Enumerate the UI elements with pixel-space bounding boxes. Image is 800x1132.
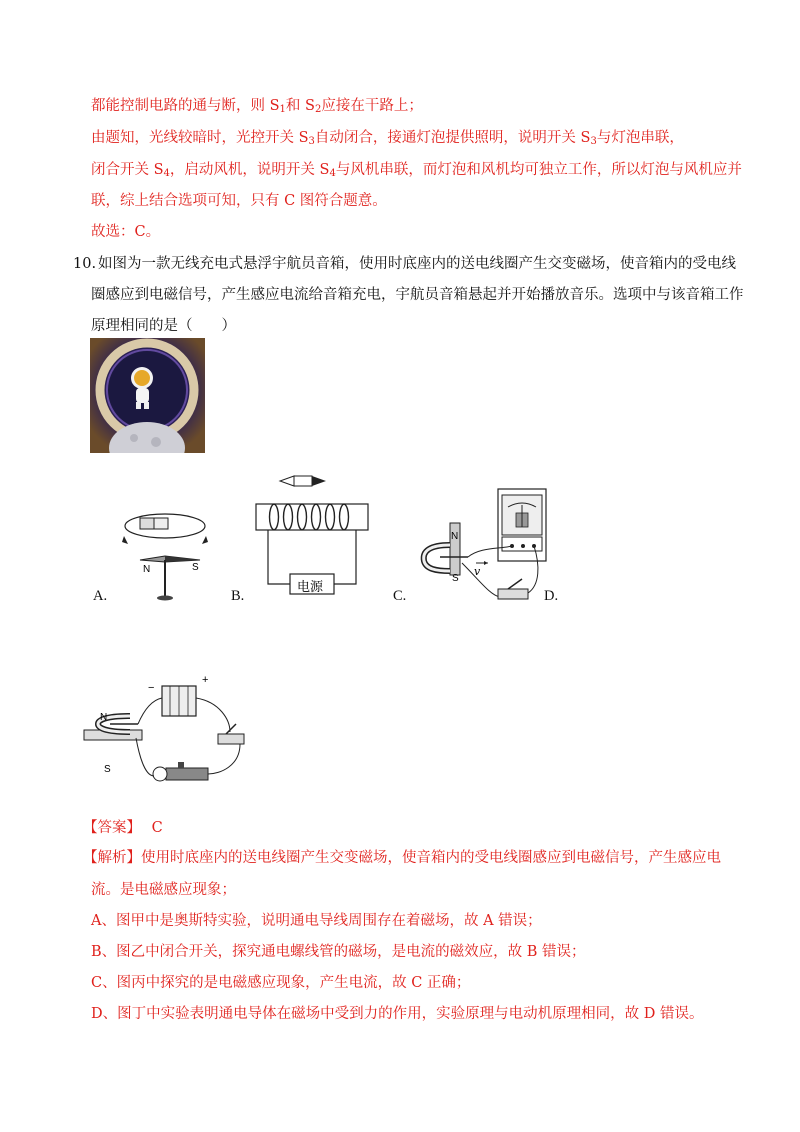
option-d-s-label: S [104, 764, 111, 775]
analysis-option-a: A、图甲中是奥斯特实验，说明通电导线周围存在着磁场，故 A 错误； [91, 913, 542, 929]
option-b-label: B. [231, 588, 245, 604]
question-line-3: 原理相同的是（ ） [91, 318, 236, 334]
answer-value: C [151, 820, 163, 836]
option-c-v-label: v [474, 565, 481, 578]
option-b-figure [252, 468, 372, 598]
option-d-plus-label: + [202, 674, 209, 686]
option-a-s-label: S [192, 562, 199, 573]
option-c-s-label: S [452, 573, 459, 584]
question-line-1: 如图为一款无线充电式悬浮宇航员音箱，使用时底座内的送电线圈产生交变磁场，使音箱内的受电线 [98, 256, 736, 272]
option-a-n-label: N [143, 564, 151, 575]
explanation-line-1: 都能控制电路的通与断，则 $S_1$和 $S_2$应接在干路上； [91, 98, 423, 115]
option-d-minus-label: − [148, 682, 155, 694]
question-line-2: 圈感应到电磁信号，产生感应电流给音箱充电，宇航员音箱悬起并开始播放音乐。选项中与该音箱工作 [91, 287, 744, 303]
answer-tag: 【答案】 [83, 820, 141, 836]
option-c-figure [410, 485, 550, 605]
explanation-line-2: 由题知，光线较暗时，光控开关 $S_3$自动闭合，接通灯泡提供照明，说明开关 $S_3$与灯泡串联， [91, 130, 684, 147]
explanation-line-4: 联，综上结合选项可知，只有 C 图符合题意。 [91, 193, 387, 209]
option-a-figure [110, 500, 220, 605]
option-d-figure [80, 674, 255, 800]
astronaut-speaker-photo [90, 338, 205, 453]
option-d-label: D. [544, 588, 559, 604]
analysis-tag: 【解析】 [83, 850, 141, 866]
power-source-label: 电源 [297, 580, 324, 595]
option-c-n-label: N [451, 531, 459, 542]
option-a-label: A. [93, 588, 108, 604]
option-c-label: C. [393, 588, 407, 604]
explanation-line-5: 故选：C。 [91, 224, 161, 240]
analysis-line-2: 流。是电磁感应现象； [91, 882, 236, 898]
analysis-option-c: C、图丙中探究的是电磁感应现象，产生电流，故 C 正确； [91, 975, 471, 991]
analysis-option-d: D、图丁中实验表明通电导体在磁场中受到力的作用，实验原理与电动机原理相同，故 D 错误。 [91, 1006, 704, 1022]
explanation-line-3: 闭合开关 $S_4$，启动风机，说明开关 $S_4$与风机串联，而灯泡和风机均可独立工作，所以灯泡与风机应并 [91, 162, 742, 179]
analysis-option-b: B、图乙中闭合开关，探究通电螺线管的磁场，是电流的磁效应，故 B 错误； [91, 944, 586, 960]
question-number: 10. [73, 256, 97, 272]
answer-line [83, 818, 163, 838]
option-d-n-label: N [100, 712, 108, 723]
analysis-line-1: 【解析】使用时底座内的送电线圈产生交变磁场，使音箱内的受电线圈感应到电磁信号，产生感应电 [83, 850, 721, 866]
